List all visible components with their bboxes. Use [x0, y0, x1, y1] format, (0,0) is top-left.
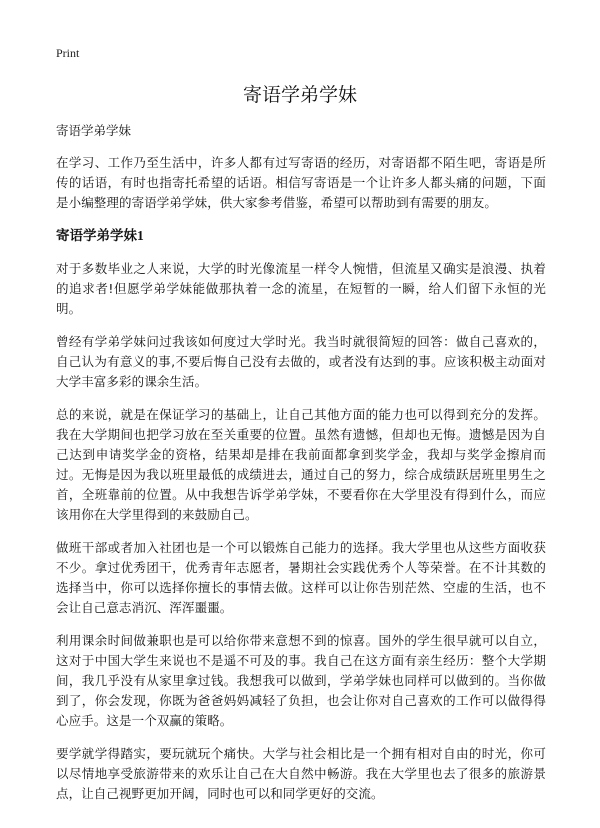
- intro-paragraph: 在学习、工作乃至生活中，许多人都有过写寄语的经历，对寄语都不陌生吧，寄语是所传的话语，有时也指寄托希望的话语。相信写寄语是一个让许多人都头痛的问题，下面是小编整理的寄语学弟学妹，供大家参考借鉴，希望可以帮助到有需要的朋友。: [56, 155, 546, 210]
- paragraph: 利用课余时间做兼职也是可以给你带来意想不到的惊喜。国外的学生很早就可以自立，这对于中国大学生来说也不是遥不可及的事。我自己在这方面有亲生经历：整个大学期间，我几乎没有从家里拿过钱。我想我可以做到，学弟学妹也同样可以做到的。当你做到了，你会发现，你既为爸爸妈妈减轻了负担，也会让你对自己喜欢的工作可以做得得心应手。这是一个双赢的策略。: [56, 633, 546, 728]
- print-link[interactable]: Print: [56, 46, 80, 60]
- section-heading: 寄语学弟学妹1: [56, 228, 144, 243]
- paragraph: 曾经有学弟学妹问过我该如何度过大学时光。我当时就很简短的回答：做自己喜欢的，自己认为有意义的事,不要后悔自己没有去做的，或者没有达到的事。应该积极主动面对大学丰富多彩的课余生活。: [56, 334, 546, 389]
- article-subtitle: 寄语学弟学妹: [56, 123, 132, 138]
- page-title: 寄语学弟学妹: [242, 84, 357, 106]
- article-body: [56, 121, 546, 817]
- paragraph: 做班干部或者加入社团也是一个可以锻炼自己能力的选择。我大学里也从这些方面收获不少。拿过优秀团干，优秀青年志愿者，暑期社会实践优秀个人等荣誉。在不计其数的选择当中，你可以选择你擅长的事情去做。这样可以让你告别茫然、空虚的生活，也不会让自己意志消沉、浑浑噩噩。: [56, 540, 546, 615]
- paragraph: 总的来说，就是在保证学习的基础上，让自己其他方面的能力也可以得到充分的发挥。我在大学期间也把学习放在至关重要的位置。虽然有遗憾，但却也无悔。遗憾是因为自己达到申请奖学金的资格，结果却是排在我前面都拿到奖学金，我却与奖学金擦肩而过。无悔是因为我以班里最低的成绩进去，通过自己的努力，综合成绩跃居班里男生之首，全班靠前的位置。从中我想告诉学弟学妹，不要看你在大学里没有得到什么，而应该用你在大学里得到的来鼓励自己。: [56, 407, 546, 522]
- paragraph: 对于多数毕业之人来说，大学的时光像流星一样令人惋惜，但流星又确实是浪漫、执着的追求者!但愿学弟学妹能做那执着一念的流星，在短暂的一瞬，给人们留下永恒的光明。: [56, 261, 546, 316]
- paragraph: 要学就学得踏实，要玩就玩个痛快。大学与社会相比是一个拥有相对自由的时光，你可以尽情地享受旅游带来的欢乐让自己在大自然中畅游。我在大学里也去了很多的旅游景点，让自己视野更加开阔，同时也可以和同学更好的交流。: [56, 746, 546, 801]
